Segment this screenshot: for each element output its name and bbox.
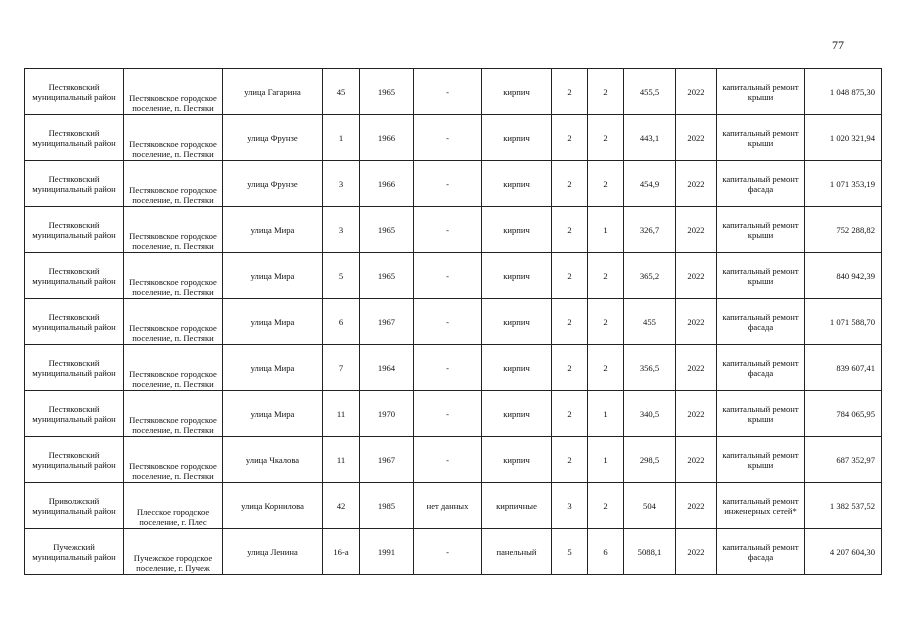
area-cell: 326,7 bbox=[624, 207, 676, 253]
cost-cell: 839 607,41 bbox=[805, 345, 882, 391]
reconstruction-cell: - bbox=[414, 437, 482, 483]
floors-cell: 2 bbox=[552, 437, 588, 483]
table-row bbox=[25, 207, 882, 253]
wall-material-cell: кирпич bbox=[482, 299, 552, 345]
entrances-cell: 2 bbox=[588, 69, 624, 115]
district-cell: Пестяковский муниципальный район bbox=[25, 437, 124, 483]
settlement-cell: Пестяковское городское поселение, п. Пестяки bbox=[124, 437, 223, 483]
floors-cell: 2 bbox=[552, 253, 588, 299]
settlement-cell: Пучежское городское поселение, г. Пучеж bbox=[124, 529, 223, 575]
house-number-cell: 16-а bbox=[323, 529, 360, 575]
work-type-cell: капитальный ремонт фасада bbox=[717, 299, 805, 345]
area-cell: 365,2 bbox=[624, 253, 676, 299]
floors-cell: 2 bbox=[552, 161, 588, 207]
house-number-cell: 45 bbox=[323, 69, 360, 115]
year-built-cell: 1965 bbox=[360, 207, 414, 253]
area-cell: 455,5 bbox=[624, 69, 676, 115]
house-number-cell: 7 bbox=[323, 345, 360, 391]
floors-cell: 2 bbox=[552, 299, 588, 345]
settlement-cell: Пестяковское городское поселение, п. Пестяки bbox=[124, 69, 223, 115]
district-cell: Пестяковский муниципальный район bbox=[25, 253, 124, 299]
table-row bbox=[25, 345, 882, 391]
house-number-cell: 42 bbox=[323, 483, 360, 529]
cost-cell: 752 288,82 bbox=[805, 207, 882, 253]
cost-cell: 4 207 604,30 bbox=[805, 529, 882, 575]
year-built-cell: 1970 bbox=[360, 391, 414, 437]
year-built-cell: 1985 bbox=[360, 483, 414, 529]
settlement-cell: Пестяковское городское поселение, п. Пестяки bbox=[124, 391, 223, 437]
entrances-cell: 2 bbox=[588, 483, 624, 529]
settlement-cell: Плесское городское поселение, г. Плес bbox=[124, 483, 223, 529]
house-number-cell: 1 bbox=[323, 115, 360, 161]
work-type-cell: капитальный ремонт крыши bbox=[717, 207, 805, 253]
district-cell: Пестяковский муниципальный район bbox=[25, 161, 124, 207]
cost-cell: 1 382 537,52 bbox=[805, 483, 882, 529]
wall-material-cell: панельный bbox=[482, 529, 552, 575]
cost-cell: 840 942,39 bbox=[805, 253, 882, 299]
district-cell: Пучежский муниципальный район bbox=[25, 529, 124, 575]
reconstruction-cell: - bbox=[414, 299, 482, 345]
cost-cell: 1 071 588,70 bbox=[805, 299, 882, 345]
housing-repair-table bbox=[24, 68, 882, 575]
district-cell: Пестяковский муниципальный район bbox=[25, 69, 124, 115]
table-row bbox=[25, 161, 882, 207]
area-cell: 356,5 bbox=[624, 345, 676, 391]
entrances-cell: 1 bbox=[588, 437, 624, 483]
entrances-cell: 2 bbox=[588, 253, 624, 299]
settlement-cell: Пестяковское городское поселение, п. Пестяки bbox=[124, 207, 223, 253]
wall-material-cell: кирпич bbox=[482, 115, 552, 161]
reconstruction-cell: - bbox=[414, 161, 482, 207]
area-cell: 340,5 bbox=[624, 391, 676, 437]
work-type-cell: капитальный ремонт крыши bbox=[717, 437, 805, 483]
cost-cell: 1 048 875,30 bbox=[805, 69, 882, 115]
table-row bbox=[25, 391, 882, 437]
reconstruction-cell: - bbox=[414, 115, 482, 161]
floors-cell: 2 bbox=[552, 345, 588, 391]
plan-year-cell: 2022 bbox=[676, 299, 717, 345]
wall-material-cell: кирпич bbox=[482, 345, 552, 391]
area-cell: 455 bbox=[624, 299, 676, 345]
street-cell: улица Фрунзе bbox=[223, 115, 323, 161]
plan-year-cell: 2022 bbox=[676, 391, 717, 437]
plan-year-cell: 2022 bbox=[676, 115, 717, 161]
plan-year-cell: 2022 bbox=[676, 253, 717, 299]
work-type-cell: капитальный ремонт фасада bbox=[717, 345, 805, 391]
street-cell: улица Ленина bbox=[223, 529, 323, 575]
area-cell: 5088,1 bbox=[624, 529, 676, 575]
district-cell: Пестяковский муниципальный район bbox=[25, 115, 124, 161]
reconstruction-cell: - bbox=[414, 529, 482, 575]
year-built-cell: 1967 bbox=[360, 437, 414, 483]
area-cell: 298,5 bbox=[624, 437, 676, 483]
floors-cell: 5 bbox=[552, 529, 588, 575]
table-row bbox=[25, 437, 882, 483]
table-row bbox=[25, 483, 882, 529]
reconstruction-cell: нет данных bbox=[414, 483, 482, 529]
plan-year-cell: 2022 bbox=[676, 161, 717, 207]
street-cell: улица Мира bbox=[223, 345, 323, 391]
house-number-cell: 3 bbox=[323, 161, 360, 207]
house-number-cell: 11 bbox=[323, 437, 360, 483]
year-built-cell: 1965 bbox=[360, 253, 414, 299]
entrances-cell: 2 bbox=[588, 115, 624, 161]
street-cell: улица Фрунзе bbox=[223, 161, 323, 207]
wall-material-cell: кирпич bbox=[482, 437, 552, 483]
cost-cell: 1 020 321,94 bbox=[805, 115, 882, 161]
entrances-cell: 2 bbox=[588, 161, 624, 207]
house-number-cell: 11 bbox=[323, 391, 360, 437]
area-cell: 504 bbox=[624, 483, 676, 529]
table-body bbox=[25, 69, 882, 575]
work-type-cell: капитальный ремонт фасада bbox=[717, 529, 805, 575]
table-row bbox=[25, 253, 882, 299]
table-row bbox=[25, 299, 882, 345]
settlement-cell: Пестяковское городское поселение, п. Пестяки bbox=[124, 345, 223, 391]
plan-year-cell: 2022 bbox=[676, 529, 717, 575]
cost-cell: 687 352,97 bbox=[805, 437, 882, 483]
year-built-cell: 1965 bbox=[360, 69, 414, 115]
work-type-cell: капитальный ремонт крыши bbox=[717, 69, 805, 115]
floors-cell: 2 bbox=[552, 391, 588, 437]
entrances-cell: 1 bbox=[588, 207, 624, 253]
wall-material-cell: кирпич bbox=[482, 161, 552, 207]
house-number-cell: 3 bbox=[323, 207, 360, 253]
street-cell: улица Мира bbox=[223, 253, 323, 299]
floors-cell: 2 bbox=[552, 115, 588, 161]
plan-year-cell: 2022 bbox=[676, 345, 717, 391]
work-type-cell: капитальный ремонт крыши bbox=[717, 253, 805, 299]
work-type-cell: капитальный ремонт фасада bbox=[717, 161, 805, 207]
reconstruction-cell: - bbox=[414, 391, 482, 437]
wall-material-cell: кирпич bbox=[482, 391, 552, 437]
year-built-cell: 1964 bbox=[360, 345, 414, 391]
settlement-cell: Пестяковское городское поселение, п. Пестяки bbox=[124, 161, 223, 207]
plan-year-cell: 2022 bbox=[676, 437, 717, 483]
floors-cell: 2 bbox=[552, 69, 588, 115]
street-cell: улица Корнилова bbox=[223, 483, 323, 529]
table-row bbox=[25, 529, 882, 575]
year-built-cell: 1966 bbox=[360, 115, 414, 161]
reconstruction-cell: - bbox=[414, 207, 482, 253]
plan-year-cell: 2022 bbox=[676, 207, 717, 253]
wall-material-cell: кирпич bbox=[482, 69, 552, 115]
settlement-cell: Пестяковское городское поселение, п. Пестяки bbox=[124, 115, 223, 161]
year-built-cell: 1966 bbox=[360, 161, 414, 207]
floors-cell: 2 bbox=[552, 207, 588, 253]
street-cell: улица Мира bbox=[223, 391, 323, 437]
cost-cell: 784 065,95 bbox=[805, 391, 882, 437]
house-number-cell: 5 bbox=[323, 253, 360, 299]
street-cell: улица Мира bbox=[223, 207, 323, 253]
wall-material-cell: кирпич bbox=[482, 253, 552, 299]
wall-material-cell: кирпич bbox=[482, 207, 552, 253]
work-type-cell: капитальный ремонт крыши bbox=[717, 115, 805, 161]
reconstruction-cell: - bbox=[414, 345, 482, 391]
area-cell: 443,1 bbox=[624, 115, 676, 161]
cost-cell: 1 071 353,19 bbox=[805, 161, 882, 207]
year-built-cell: 1991 bbox=[360, 529, 414, 575]
district-cell: Пестяковский муниципальный район bbox=[25, 299, 124, 345]
district-cell: Приволжский муниципальный район bbox=[25, 483, 124, 529]
settlement-cell: Пестяковское городское поселение, п. Пестяки bbox=[124, 299, 223, 345]
street-cell: улица Мира bbox=[223, 299, 323, 345]
table-row bbox=[25, 115, 882, 161]
reconstruction-cell: - bbox=[414, 253, 482, 299]
plan-year-cell: 2022 bbox=[676, 483, 717, 529]
area-cell: 454,9 bbox=[624, 161, 676, 207]
settlement-cell: Пестяковское городское поселение, п. Пестяки bbox=[124, 253, 223, 299]
reconstruction-cell: - bbox=[414, 69, 482, 115]
entrances-cell: 1 bbox=[588, 391, 624, 437]
street-cell: улица Чкалова bbox=[223, 437, 323, 483]
wall-material-cell: кирпичные bbox=[482, 483, 552, 529]
table-row bbox=[25, 69, 882, 115]
district-cell: Пестяковский муниципальный район bbox=[25, 391, 124, 437]
street-cell: улица Гагарина bbox=[223, 69, 323, 115]
entrances-cell: 2 bbox=[588, 299, 624, 345]
year-built-cell: 1967 bbox=[360, 299, 414, 345]
house-number-cell: 6 bbox=[323, 299, 360, 345]
district-cell: Пестяковский муниципальный район bbox=[25, 345, 124, 391]
entrances-cell: 2 bbox=[588, 345, 624, 391]
floors-cell: 3 bbox=[552, 483, 588, 529]
work-type-cell: капитальный ремонт крыши bbox=[717, 391, 805, 437]
work-type-cell: капитальный ремонт инженерных сетей* bbox=[717, 483, 805, 529]
plan-year-cell: 2022 bbox=[676, 69, 717, 115]
district-cell: Пестяковский муниципальный район bbox=[25, 207, 124, 253]
entrances-cell: 6 bbox=[588, 529, 624, 575]
page-number: 77 bbox=[832, 38, 844, 52]
